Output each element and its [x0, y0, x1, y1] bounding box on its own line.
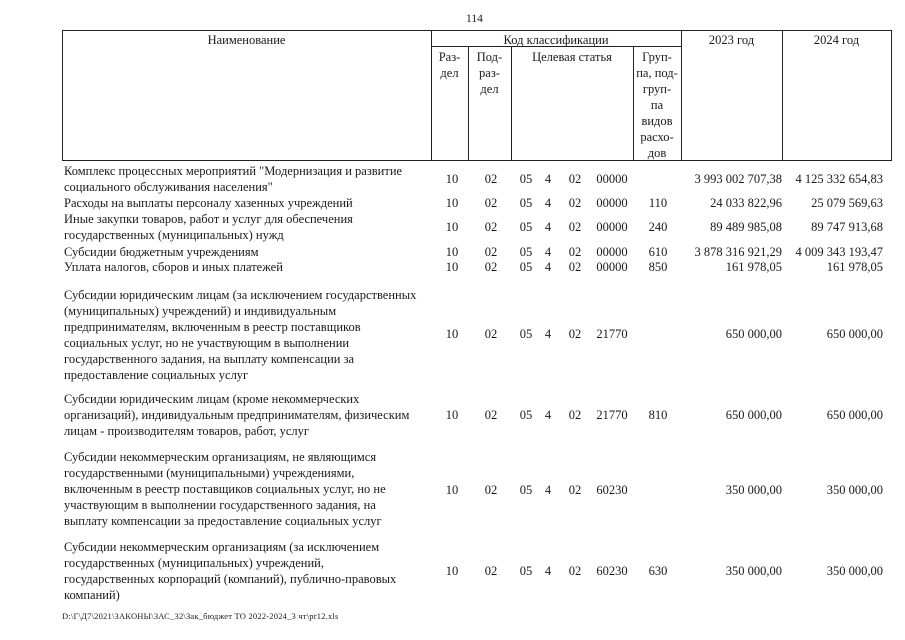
header-group-line: па, под- [636, 66, 678, 80]
row-name-line: лицам - производителям товаров, работ, услуг [64, 424, 310, 438]
cell-t1: 05 [519, 408, 533, 422]
cell-t1: 05 [519, 564, 533, 578]
row-name-line: Комплекс процессных мероприятий "Модернизация и развитие [64, 164, 403, 178]
cell-y1: 3 878 316 921,29 [694, 245, 782, 259]
header-right-border [891, 30, 892, 161]
header-col-sep-group [681, 30, 682, 161]
header-podrazdel-line: раз- [479, 66, 500, 80]
header-group-line: расхо- [640, 130, 674, 144]
cell-t1: 05 [519, 220, 533, 234]
cell-t3: 02 [568, 483, 582, 497]
cell-g: 610 [648, 245, 668, 259]
row-name-line: Иные закупки товаров, работ и услуг для обеспечения [64, 212, 353, 226]
row-name-line: государственных (муниципальных) нужд [64, 228, 284, 242]
header-col-sep-year1 [782, 30, 783, 161]
header-podrazdel [468, 49, 511, 97]
cell-r: 10 [445, 327, 459, 341]
cell-t4: 00000 [596, 172, 628, 186]
header-razdel [431, 49, 468, 81]
cell-y2: 161 978,05 [826, 260, 883, 274]
cell-y1: 161 978,05 [725, 260, 782, 274]
cell-t4: 00000 [596, 220, 628, 234]
cell-t3: 02 [568, 260, 582, 274]
cell-t4: 60230 [596, 564, 628, 578]
row-name-line: Уплата налогов, сборов и иных платежей [64, 260, 283, 274]
cell-pr: 02 [484, 196, 498, 210]
header-podrazdel-line: дел [480, 82, 499, 96]
cell-t4: 00000 [596, 260, 628, 274]
cell-t3: 02 [568, 564, 582, 578]
cell-t4: 00000 [596, 245, 628, 259]
cell-y2: 650 000,00 [826, 327, 883, 341]
cell-g: 240 [648, 220, 668, 234]
row-name-line: предпринимателям, включенным в реестр поставщиков [64, 320, 361, 334]
header-group-line: видов [641, 114, 673, 128]
cell-t4: 60230 [596, 483, 628, 497]
row-name-line: (муниципальных) учреждений) и индивидуальным [64, 304, 337, 318]
cell-r: 10 [445, 245, 459, 259]
header-classification: Код классификации [503, 33, 609, 47]
cell-g: 810 [648, 408, 668, 422]
header-top-border [62, 30, 892, 31]
cell-y1: 650 000,00 [725, 327, 782, 341]
cell-t2: 4 [544, 327, 552, 341]
cell-y2: 25 079 569,63 [811, 196, 883, 210]
cell-t1: 05 [519, 483, 533, 497]
row-name-line: государственными (муниципальными) учреждениями, [64, 466, 355, 480]
row-name-line: участвующим в выполнении государственного задания, на [64, 498, 376, 512]
cell-t3: 02 [568, 245, 582, 259]
cell-y1: 3 993 002 707,38 [694, 172, 782, 186]
cell-t2: 4 [544, 172, 552, 186]
cell-pr: 02 [484, 220, 498, 234]
header-group-line: груп- [642, 82, 672, 96]
row-name [64, 259, 283, 275]
cell-t2: 4 [544, 245, 552, 259]
row-name-line: компаний) [64, 588, 120, 602]
cell-t1: 05 [519, 260, 533, 274]
cell-pr: 02 [484, 260, 498, 274]
cell-pr: 02 [484, 408, 498, 422]
row-name [64, 391, 409, 439]
cell-t1: 05 [519, 245, 533, 259]
header-razdel-line: дел [440, 66, 459, 80]
cell-t4: 00000 [596, 196, 628, 210]
cell-r: 10 [445, 172, 459, 186]
row-name [64, 163, 402, 195]
cell-t2: 4 [544, 483, 552, 497]
header-group-line: дов [647, 146, 667, 160]
cell-y2: 650 000,00 [826, 408, 883, 422]
cell-y2: 89 747 913,68 [811, 220, 883, 234]
cell-t1: 05 [519, 196, 533, 210]
header-name: Наименование [207, 33, 286, 47]
row-name-line: Субсидии некоммерческим организациям (за исключением [64, 540, 380, 554]
cell-t2: 4 [544, 564, 552, 578]
cell-g: 110 [648, 196, 668, 210]
row-name-line: государственных корпораций (компаний), публично-правовых [64, 572, 397, 586]
row-name-line: социальных услуг, но не участвующим в выполнении [64, 336, 350, 350]
header-group-line: па [650, 98, 664, 112]
cell-pr: 02 [484, 564, 498, 578]
cell-y1: 350 000,00 [725, 483, 782, 497]
row-name-line: выплату компенсации за предоставление социальных услуг [64, 514, 382, 528]
cell-t2: 4 [544, 408, 552, 422]
cell-t4: 21770 [596, 408, 628, 422]
cell-r: 10 [445, 483, 459, 497]
header-group [633, 49, 681, 161]
header-target: Целевая статья [532, 50, 612, 64]
cell-t1: 05 [519, 327, 533, 341]
cell-t1: 05 [519, 172, 533, 186]
cell-t3: 02 [568, 408, 582, 422]
cell-y2: 350 000,00 [826, 483, 883, 497]
row-name-line: Субсидии юридическим лицам (кроме некоммерческих [64, 392, 360, 406]
cell-r: 10 [445, 220, 459, 234]
cell-t4: 21770 [596, 327, 628, 341]
cell-t2: 4 [544, 260, 552, 274]
cell-r: 10 [445, 196, 459, 210]
cell-y1: 650 000,00 [725, 408, 782, 422]
cell-t3: 02 [568, 172, 582, 186]
cell-pr: 02 [484, 483, 498, 497]
cell-r: 10 [445, 564, 459, 578]
row-name-line: включенным в реестр поставщиков социальных услуг, но не [64, 482, 386, 496]
row-name-line: Расходы на выплаты персоналу хазенных учреждений [64, 196, 353, 210]
row-name-line: Субсидии бюджетным учреждениям [64, 245, 259, 259]
cell-pr: 02 [484, 245, 498, 259]
cell-t3: 02 [568, 220, 582, 234]
cell-y2: 350 000,00 [826, 564, 883, 578]
row-name-line: государственных (муниципальных) учреждений, [64, 556, 324, 570]
row-name [64, 244, 259, 260]
cell-r: 10 [445, 260, 459, 274]
header-podrazdel-line: Под- [476, 50, 503, 64]
row-name [64, 449, 386, 529]
cell-pr: 02 [484, 172, 498, 186]
cell-t2: 4 [544, 196, 552, 210]
file-path-footer: D:\Г\Д7\2021\ЗАКОНЫ\ЗАС_32\Зак_бюджет ТО 2022-2024_3 чт\pr12.xls [62, 611, 339, 621]
cell-g: 630 [648, 564, 668, 578]
cell-pr: 02 [484, 327, 498, 341]
header-razdel-line: Раз- [438, 50, 461, 64]
row-name-line: социального обслуживания населения" [64, 180, 273, 194]
cell-y2: 4 009 343 193,47 [795, 245, 883, 259]
cell-y1: 24 033 822,96 [710, 196, 782, 210]
row-name-line: организаций), индивидуальным предпринимателям, физическим [64, 408, 410, 422]
header-group-line: Груп- [642, 50, 672, 64]
cell-y1: 350 000,00 [725, 564, 782, 578]
row-name-line: Субсидии юридическим лицам (за исключением государственных [64, 288, 417, 302]
cell-t3: 02 [568, 196, 582, 210]
row-name-line: Субсидии некоммерческим организациям, не являющимся [64, 450, 377, 464]
row-name [64, 539, 396, 603]
cell-g: 850 [648, 260, 668, 274]
row-name [64, 211, 353, 243]
row-name-line: государственного задания, на выплату компенсации за [64, 352, 355, 366]
row-name [64, 287, 416, 383]
page-number: 114 [466, 13, 483, 25]
cell-t2: 4 [544, 220, 552, 234]
row-name-line: предоставление социальных услуг [64, 368, 249, 382]
header-bottom-border [62, 160, 892, 161]
cell-r: 10 [445, 408, 459, 422]
cell-t3: 02 [568, 327, 582, 341]
cell-y2: 4 125 332 654,83 [795, 172, 883, 186]
header-left-border [62, 30, 63, 161]
header-year1: 2023 год [708, 33, 755, 47]
row-name [64, 195, 353, 211]
header-year2: 2024 год [813, 33, 860, 47]
cell-y1: 89 489 985,08 [710, 220, 782, 234]
